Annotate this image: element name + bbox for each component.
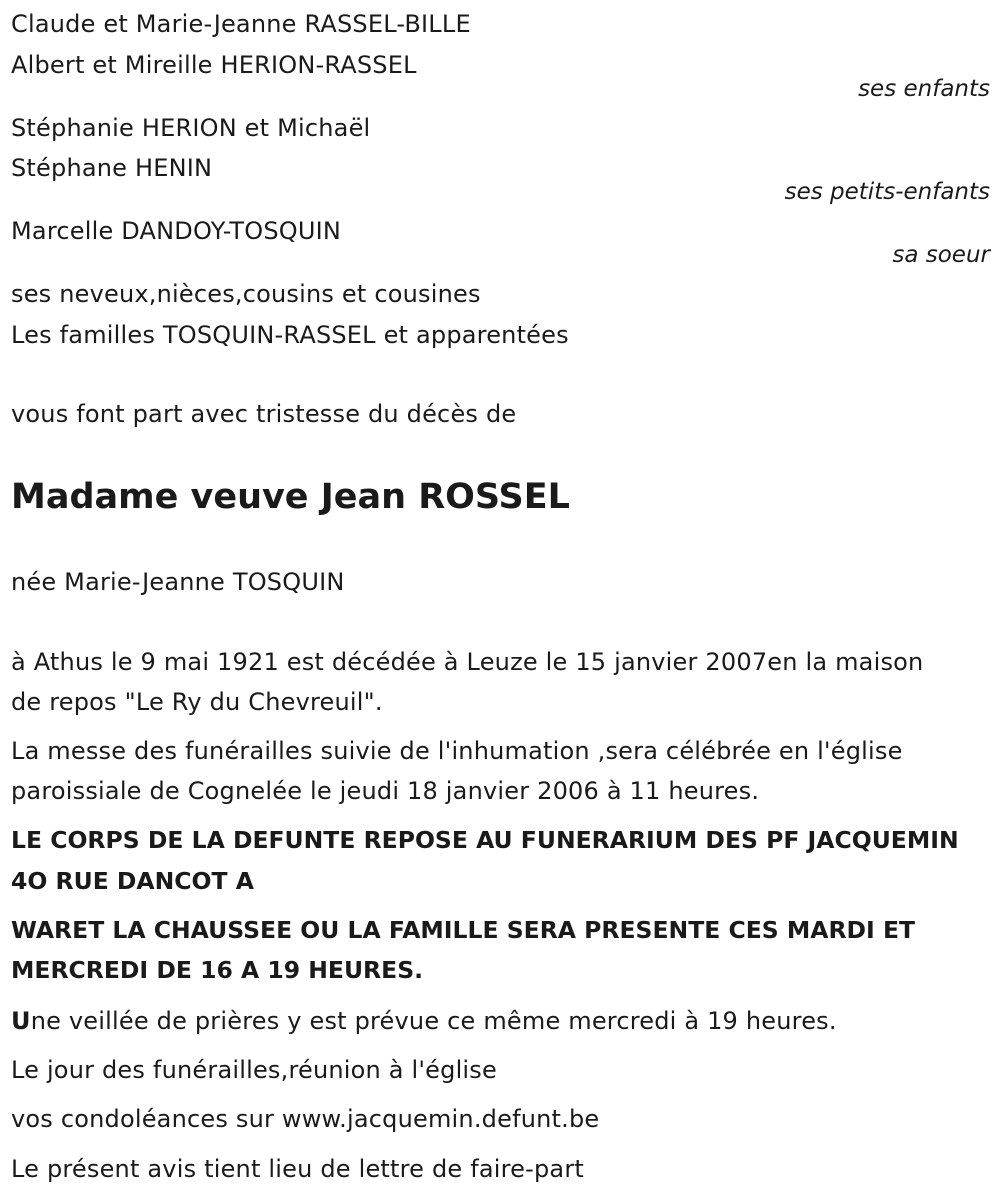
funerarium-line-2: 4O RUE DANCOT A xyxy=(11,867,254,895)
families-line: Les familles TOSQUIN-RASSEL et apparentées xyxy=(11,321,569,349)
sister-role: sa soeur xyxy=(892,242,990,268)
visit-line-1: WARET LA CHAUSSEE OU LA FAMILLE SERA PRESENTE CES MARDI ET xyxy=(11,916,916,944)
vigil-text: ne veillée de prières y est prévue ce même mercredi à 19 heures. xyxy=(30,1007,837,1035)
deceased-name: Madame veuve Jean ROSSEL xyxy=(11,477,570,517)
grandchildren-role: ses petits-enfants xyxy=(784,179,990,205)
grandchild-1: Stéphanie HERION et Michaël xyxy=(11,114,371,142)
birth-death-line-1: à Athus le 9 mai 1921 est décédée à Leuze le 15 janvier 2007en la maison xyxy=(11,648,924,676)
vigil-line xyxy=(11,1006,837,1036)
grandchild-2: Stéphane HENIN xyxy=(11,154,213,182)
vigil-initial: U xyxy=(11,1007,31,1035)
announcement-intro: vous font part avec tristesse du décès de xyxy=(11,400,517,428)
child-couple-2: Albert et Mireille HERION-RASSEL xyxy=(11,51,417,79)
notice-line: Le présent avis tient lieu de lettre de faire-part xyxy=(11,1155,585,1183)
sister-name: Marcelle DANDOY-TOSQUIN xyxy=(11,217,342,245)
birth-death-line-2: de repos "Le Ry du Chevreuil". xyxy=(11,688,383,716)
mass-line-1: La messe des funérailles suivie de l'inhumation ,sera célébrée en l'église xyxy=(11,737,903,765)
condolences-line: vos condoléances sur www.jacquemin.defunt.be xyxy=(11,1105,600,1133)
relatives-line: ses neveux,nièces,cousins et cousines xyxy=(11,280,481,308)
child-couple-1: Claude et Marie-Jeanne RASSEL-BILLE xyxy=(11,10,471,38)
mass-line-2: paroissiale de Cognelée le jeudi 18 janvier 2006 à 11 heures. xyxy=(11,777,760,805)
funerarium-line-1: LE CORPS DE LA DEFUNTE REPOSE AU FUNERARIUM DES PF JACQUEMIN xyxy=(11,826,959,854)
meeting-line: Le jour des funérailles,réunion à l'église xyxy=(11,1056,497,1084)
visit-line-2: MERCREDI DE 16 A 19 HEURES. xyxy=(11,956,424,984)
children-role: ses enfants xyxy=(858,76,990,102)
maiden-name: née Marie-Jeanne TOSQUIN xyxy=(11,568,345,596)
